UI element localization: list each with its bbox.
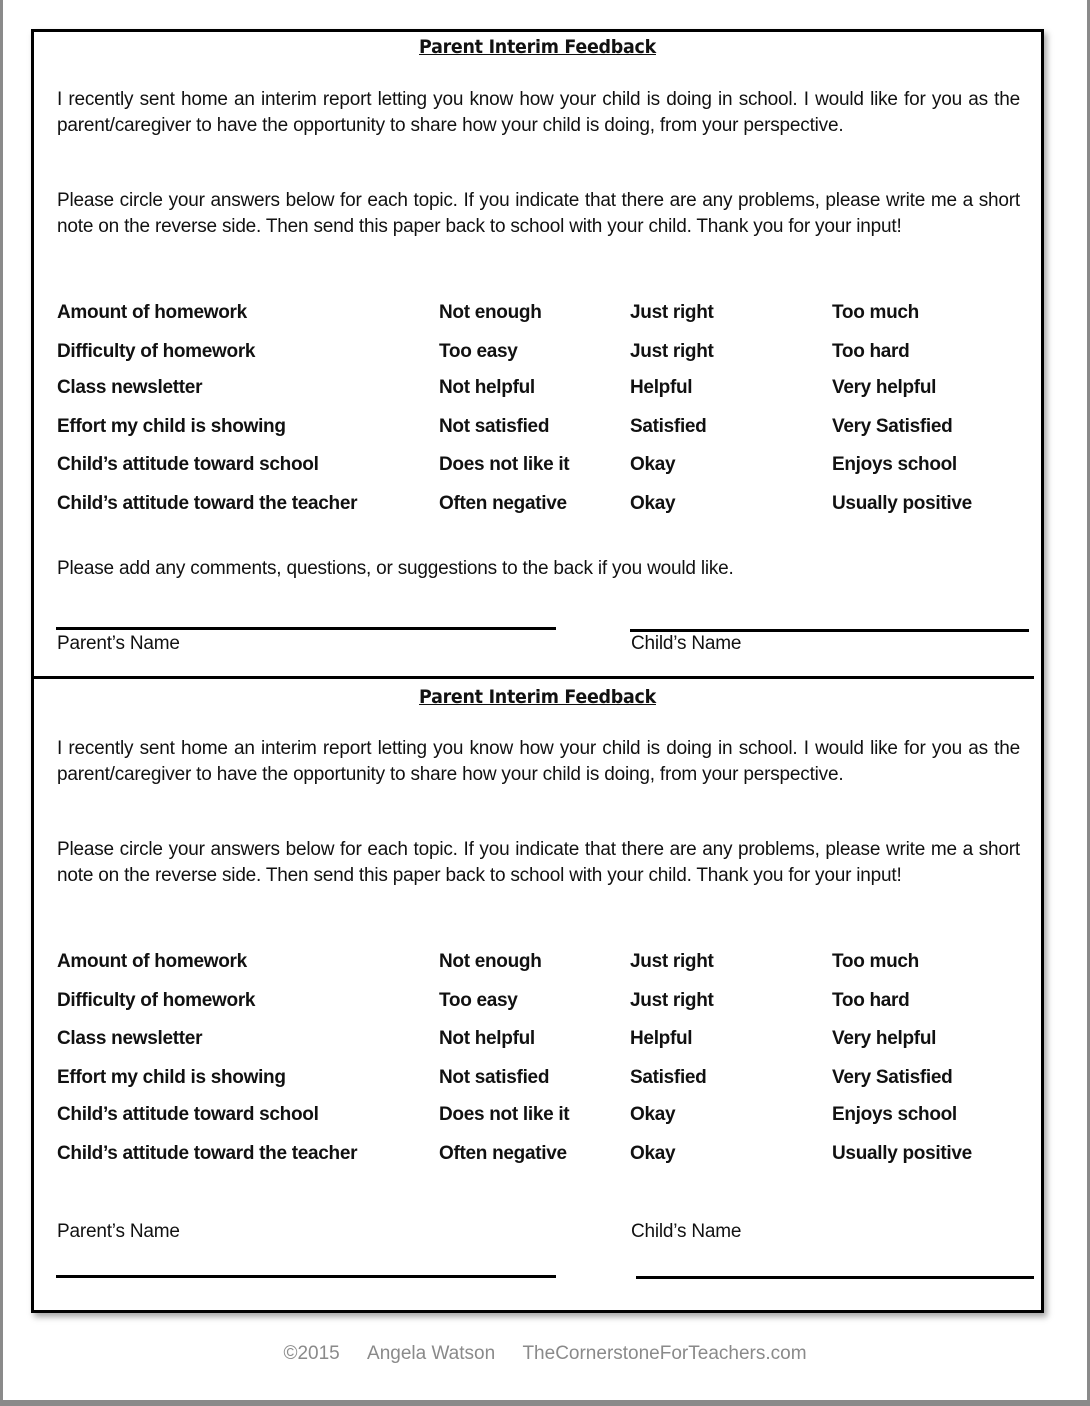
parent-name-label: Parent’s Name [57,633,180,654]
answer-option[interactable]: Does not like it [439,454,570,475]
intro-paragraph: I recently sent home an interim report letting you know how your child is doing in school. I would like for you as the parent/caregiver to have the opportunity to share how your child is doing, from your perspective. [57,89,1020,136]
answer-option[interactable]: Too hard [832,341,910,362]
intro-paragraph: I recently sent home an interim report letting you know how your child is doing in school. I would like for you as the parent/caregiver to have the opportunity to share how your child is doing, from your perspective. [57,738,1020,785]
form-title: Parent Interim Feedback [419,686,656,708]
answer-option[interactable]: Enjoys school [832,1104,957,1125]
question-topic: Child’s attitude toward the teacher [57,493,358,514]
feedback-forms-frame [31,29,1044,1313]
answer-option[interactable]: Very helpful [832,1028,937,1049]
answer-option[interactable]: Often negative [439,1143,567,1164]
question-row [57,1028,1027,1052]
answer-option[interactable]: Too hard [832,990,910,1011]
question-row [57,454,1027,478]
document-page [3,0,1087,1400]
question-topic: Effort my child is showing [57,1067,286,1088]
parent-name-line[interactable] [56,627,556,630]
answer-option[interactable]: Just right [630,302,714,323]
form-title: Parent Interim Feedback [419,36,656,58]
answer-option[interactable]: Usually positive [832,1143,972,1164]
page-footer [3,1343,1087,1365]
question-row [57,302,1027,326]
answer-option[interactable]: Often negative [439,493,567,514]
answer-option[interactable]: Not helpful [439,1028,535,1049]
answer-option[interactable]: Helpful [630,1028,693,1049]
parent-name-line[interactable] [56,1275,556,1278]
question-row [57,341,1027,365]
answer-option[interactable]: Too much [832,302,919,323]
question-row [57,1143,1027,1167]
answer-option[interactable]: Satisfied [630,1067,707,1088]
question-topic: Effort my child is showing [57,416,286,437]
question-row [57,1104,1027,1128]
question-topic: Amount of homework [57,951,247,972]
child-name-label: Child’s Name [631,633,742,654]
question-row [57,951,1027,975]
instructions-paragraph: Please circle your answers below for each topic. If you indicate that there are any problems, please write me a short note on the reverse side. Then send this paper back to school with your child. Thank you for your input! [57,190,1020,237]
answer-option[interactable]: Not satisfied [439,416,550,437]
answer-option[interactable]: Very Satisfied [832,1067,953,1088]
answer-option[interactable]: Too much [832,951,919,972]
answer-option[interactable]: Too easy [439,990,518,1011]
answer-option[interactable]: Just right [630,951,714,972]
parent-name-label: Parent’s Name [57,1221,180,1242]
answer-option[interactable]: Does not like it [439,1104,570,1125]
feedback-form-2 [34,679,1041,1310]
question-topic: Child’s attitude toward school [57,1104,319,1125]
child-name-line[interactable] [630,629,1029,632]
question-topic: Amount of homework [57,302,247,323]
question-row [57,416,1027,440]
author-name: Angela Watson [367,1343,496,1364]
question-topic: Difficulty of homework [57,990,256,1011]
question-row [57,377,1027,401]
question-topic: Class newsletter [57,1028,203,1049]
question-topic: Child’s attitude toward the teacher [57,1143,358,1164]
answer-option[interactable]: Very Satisfied [832,416,953,437]
instructions-paragraph: Please circle your answers below for each topic. If you indicate that there are any problems, please write me a short note on the reverse side. Then send this paper back to school with your child. Thank you for your input! [57,839,1020,886]
answer-option[interactable]: Usually positive [832,493,972,514]
answer-option[interactable]: Satisfied [630,416,707,437]
child-name-line[interactable] [636,1276,1034,1279]
question-row [57,990,1027,1014]
answer-option[interactable]: Okay [630,493,676,514]
answer-option[interactable]: Just right [630,990,714,1011]
website-link[interactable]: TheCornerstoneForTeachers.com [522,1343,807,1364]
copyright-text: ©2015 [283,1343,340,1364]
answer-option[interactable]: Very helpful [832,377,937,398]
answer-option[interactable]: Not enough [439,951,542,972]
answer-option[interactable]: Helpful [630,377,693,398]
answer-option[interactable]: Okay [630,1143,676,1164]
comments-note: Please add any comments, questions, or suggestions to the back if you would like. [57,558,734,579]
answer-option[interactable]: Okay [630,1104,676,1125]
feedback-form-1 [34,32,1041,676]
answer-option[interactable]: Enjoys school [832,454,957,475]
answer-option[interactable]: Not helpful [439,377,535,398]
question-topic: Child’s attitude toward school [57,454,319,475]
answer-option[interactable]: Not enough [439,302,542,323]
question-row [57,1067,1027,1091]
answer-option[interactable]: Okay [630,454,676,475]
question-topic: Difficulty of homework [57,341,256,362]
child-name-label: Child’s Name [631,1221,742,1242]
question-row [57,493,1027,517]
answer-option[interactable]: Just right [630,341,714,362]
answer-option[interactable]: Too easy [439,341,518,362]
answer-option[interactable]: Not satisfied [439,1067,550,1088]
question-topic: Class newsletter [57,377,203,398]
